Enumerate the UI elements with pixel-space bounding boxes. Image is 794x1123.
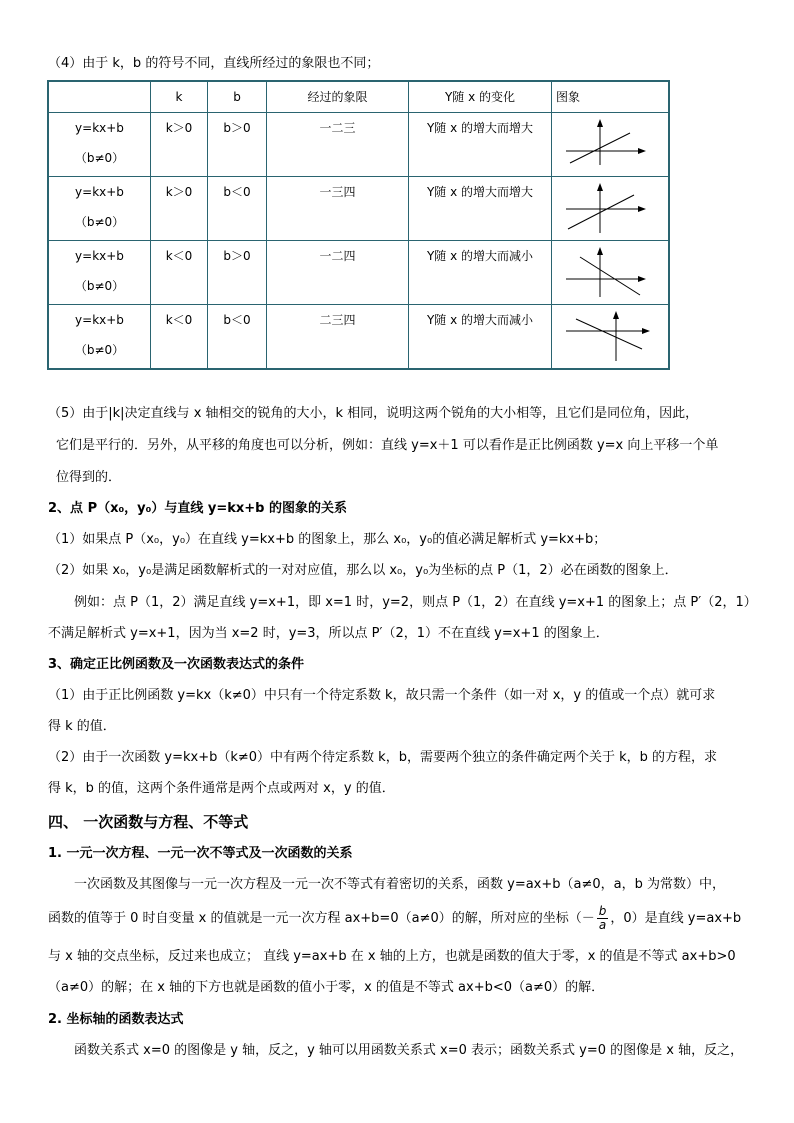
- section-3-item-2-line-2: 得 k，b 的值，这两个条件通常是两个点或两对 x，y 的值．: [48, 781, 395, 796]
- line-graph-sketch: [554, 113, 666, 173]
- k-cell: k＞0: [151, 113, 208, 177]
- equation: y=kx+b: [75, 313, 124, 327]
- section-2-example-line-1: 例如：点 P（1，2）满足直线 y=x+1，即 x=1 时，y=2，则点 P（1，2）在直线 y=x+1 的图象上；点 P′（2，1）: [74, 595, 757, 610]
- quadrant-cell: 一二三: [267, 113, 409, 177]
- section-4-1-line-4: （a≠0）的解；在 x 轴的下方也就是函数的值小于零，x 的值是不等式 ax+b<0（a≠0）的解．: [48, 980, 605, 995]
- fraction-numerator: b: [598, 904, 607, 918]
- line-graph-sketch: [554, 177, 666, 237]
- equation: y=kx+b: [75, 249, 124, 263]
- header-cell: b: [208, 81, 267, 113]
- condition: （b≠0）: [74, 151, 125, 165]
- b-cell: b＜0: [208, 305, 267, 370]
- table-row: [48, 241, 669, 305]
- graph-cell: [552, 177, 670, 241]
- header-cell: k: [151, 81, 208, 113]
- equation-cell: [48, 113, 151, 177]
- equation: y=kx+b: [75, 185, 124, 199]
- section-heading-3: 3、确定正比例函数及一次函数表达式的条件: [48, 657, 305, 672]
- graph-cell: [552, 241, 670, 305]
- graph-cell: [552, 113, 670, 177]
- trend-cell: Y随 x 的增大而减小: [409, 305, 552, 370]
- section-4-1-line-2: [48, 903, 753, 935]
- section-2-item-2: （2）如果 x₀，y₀是满足函数解析式的一对对应值，那么以 x₀，y₀为坐标的点 P（1，2）必在函数的图象上．: [48, 563, 678, 578]
- table-header-row: [48, 81, 669, 113]
- properties-table: [47, 80, 670, 370]
- section-4-2-line-1: 函数关系式 x=0 的图像是 y 轴，反之，y 轴可以用函数关系式 x=0 表示；函数关系式 y=0 的图像是 x 轴，反之，: [74, 1043, 744, 1058]
- equation-cell: [48, 241, 151, 305]
- header-cell: [48, 81, 151, 113]
- para-5-line-2: 它们是平行的．另外，从平移的角度也可以分析，例如：直线 y=x＋1 可以看作是正比例函数 y=x 向上平移一个单: [56, 438, 719, 453]
- k-cell: k＞0: [151, 177, 208, 241]
- header-cell: 经过的象限: [267, 81, 409, 113]
- section-2-item-1: （1）如果点 P（x₀，y₀）在直线 y=kx+b 的图象上，那么 x₀，y₀的值必满足解析式 y=kx+b；: [48, 532, 607, 547]
- section-3-item-1-line-1: （1）由于正比例函数 y=kx（k≠0）中只有一个待定系数 k，故只需一个条件（如一对 x，y 的值或一个点）就可求: [48, 688, 716, 703]
- para-5-line-1: （5）由于|k|决定直线与 x 轴相交的锐角的大小，k 相同，说明这两个锐角的大小相等，且它们是同位角，因此，: [48, 406, 699, 421]
- subsection-heading-4-2: 2. 坐标轴的函数表达式: [48, 1012, 184, 1027]
- trend-cell: Y随 x 的增大而增大: [409, 113, 552, 177]
- condition: （b≠0）: [74, 215, 125, 229]
- header-cell: Y随 x 的变化: [409, 81, 552, 113]
- section-4-1-line-2-post: ，0）是直线 y=ax+b: [610, 911, 742, 926]
- b-cell: b＞0: [208, 113, 267, 177]
- section-3-item-2-line-1: （2）由于一次函数 y=kx+b（k≠0）中有两个待定系数 k，b，需要两个独立的条件确定两个关于 k，b 的方程，求: [48, 750, 718, 765]
- section-3-item-1-line-2: 得 k 的值．: [48, 719, 116, 734]
- para-5-line-3: 位得到的．: [56, 470, 122, 485]
- section-4-1-line-1: 一次函数及其图像与一元一次方程及一元一次不等式有着密切的关系，函数 y=ax+b（a≠0，a，b 为常数）中，: [74, 877, 726, 892]
- k-cell: k＜0: [151, 305, 208, 370]
- trend-cell: Y随 x 的增大而减小: [409, 241, 552, 305]
- table-row: [48, 113, 669, 177]
- equation-cell: [48, 177, 151, 241]
- section-2-example-line-2: 不满足解析式 y=x+1，因为当 x=2 时，y=3，所以点 P′（2，1）不在直线 y=x+1 的图象上．: [48, 626, 609, 641]
- b-cell: b＜0: [208, 177, 267, 241]
- graph-cell: [552, 305, 670, 370]
- table-row: [48, 305, 669, 370]
- quadrant-cell: 一三四: [267, 177, 409, 241]
- header-cell: 图象: [552, 81, 670, 113]
- chapter-heading-4: 四、 一次函数与方程、不等式: [48, 813, 249, 831]
- line-graph-sketch: [554, 241, 666, 301]
- section-4-1-line-3: 与 x 轴的交点坐标，反过来也成立； 直线 y=ax+b 在 x 轴的上方，也就是函数的值大于零，x 的值是不等式 ax+b>0: [48, 949, 736, 964]
- equation-cell: [48, 305, 151, 370]
- fraction-b-over-a: [597, 905, 609, 932]
- subsection-heading-4-1: 1. 一元一次方程、一元一次不等式及一次函数的关系: [48, 846, 353, 861]
- condition: （b≠0）: [74, 343, 125, 357]
- quadrant-cell: 二三四: [267, 305, 409, 370]
- equation: y=kx+b: [75, 121, 124, 135]
- k-cell: k＜0: [151, 241, 208, 305]
- b-cell: b＞0: [208, 241, 267, 305]
- section-heading-2: 2、点 P（x₀，y₀）与直线 y=kx+b 的图象的关系: [48, 501, 347, 516]
- table-row: [48, 177, 669, 241]
- intro-item-4: （4）由于 k，b 的符号不同，直线所经过的象限也不同；: [48, 56, 380, 71]
- trend-cell: Y随 x 的增大而增大: [409, 177, 552, 241]
- condition: （b≠0）: [74, 279, 125, 293]
- quadrant-cell: 一二四: [267, 241, 409, 305]
- line-graph-sketch: [554, 305, 666, 365]
- section-4-1-line-2-pre: 函数的值等于 0 时自变量 x 的值就是一元一次方程 ax+b=0（a≠0）的解，所对应的坐标（－: [48, 911, 595, 926]
- fraction-denominator: a: [598, 918, 607, 932]
